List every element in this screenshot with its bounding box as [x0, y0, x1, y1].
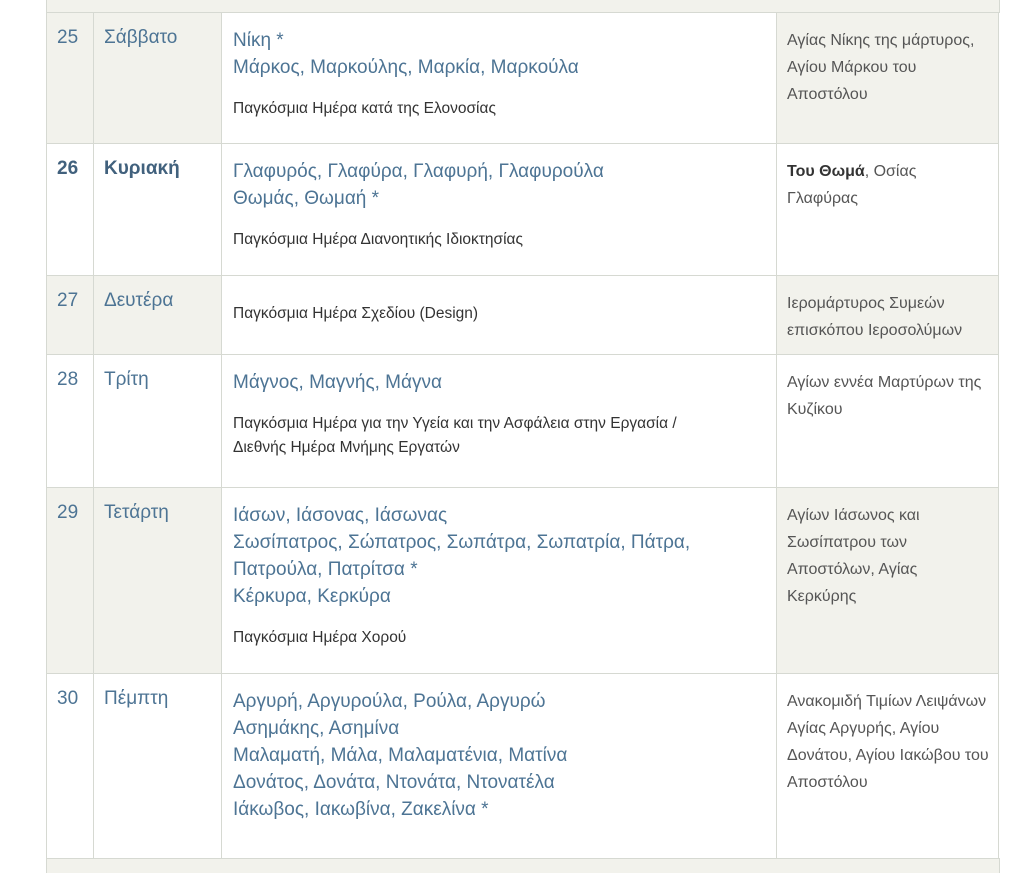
- world-day-observance: Παγκόσμια Ημέρα Διανοητικής Ιδιοκτησίας: [233, 231, 523, 248]
- namedays-table-body: [47, 13, 999, 862]
- saint-text: Ιερομάρτυρος Συμεών επισκόπου Ιεροσολύμων: [787, 295, 963, 339]
- day-number: 30: [57, 688, 79, 709]
- day-number: 25: [57, 27, 79, 48]
- weekday-cell: [94, 488, 222, 674]
- names-cell: [222, 355, 777, 488]
- feast-highlight: Του Θωμά: [787, 163, 865, 180]
- name-link[interactable]: Μάρκος, Μαρκούλης, Μαρκία, Μαρκούλα: [233, 57, 579, 78]
- name-link[interactable]: Μαλαματή, Μάλα, Μαλαματένια, Ματίνα: [233, 745, 568, 766]
- names-cell: [222, 276, 777, 355]
- next-row-edge: [46, 858, 1000, 873]
- day-number-cell: [47, 276, 94, 355]
- weekday-cell: [94, 144, 222, 276]
- world-day-observance: Παγκόσμια Ημέρα Σχεδίου (Design): [233, 305, 479, 322]
- saint-cell: [777, 276, 999, 355]
- day-number: 28: [57, 369, 79, 390]
- world-day-observance: Διεθνής Ημέρα Μνήμης Εργατών: [233, 439, 460, 456]
- names-content: [222, 144, 776, 264]
- names-cell: [222, 674, 777, 862]
- day-number-cell: [47, 144, 94, 276]
- day-number-cell: [47, 674, 94, 862]
- weekday-name: Δευτέρα: [104, 290, 174, 311]
- name-link[interactable]: Μάγνος, Μαγνής, Μάγνα: [233, 372, 442, 393]
- weekday-name: Σάββατο: [104, 27, 178, 48]
- day-number-cell: [47, 488, 94, 674]
- saint-commemoration: [777, 276, 998, 354]
- weekday-name: Τρίτη: [104, 369, 149, 390]
- weekday-name: Πέμπτη: [104, 688, 169, 709]
- name-link[interactable]: Ιάκωβος, Ιακωβίνα, Ζακελίνα *: [233, 799, 489, 820]
- saint-cell: [777, 13, 999, 144]
- names-content: [222, 276, 776, 338]
- saint-text: Ανακομιδή Τιμίων Λειψάνων Αγίας Αργυρής, Αγίου Δονάτου, Αγίου Ιακώβου του Αποστόλου: [787, 693, 989, 791]
- names-content: [222, 355, 776, 472]
- saint-text: Αγίων εννέα Μαρτύρων της Κυζίκου: [787, 374, 982, 418]
- saint-cell: [777, 355, 999, 488]
- day-number: 29: [57, 502, 79, 523]
- names-content: [222, 488, 776, 662]
- saint-text: Αγίων Ιάσωνος και Σωσίπατρου των Αποστόλων, Αγίας Κερκύρης: [787, 507, 920, 605]
- saint-commemoration: [777, 13, 998, 118]
- day-number-cell: [47, 355, 94, 488]
- saint-text: , Οσίας Γλαφύρας: [787, 163, 917, 207]
- name-link[interactable]: Γλαφυρός, Γλαφύρα, Γλαφυρή, Γλαφυρούλα: [233, 161, 604, 182]
- names-content: [222, 674, 776, 835]
- weekday-cell: [94, 13, 222, 144]
- table-row: [47, 355, 999, 488]
- saint-commemoration: [777, 144, 998, 222]
- name-link[interactable]: Σωσίπατρος, Σώπατρος, Σωπάτρα, Σωπατρία, Πάτρα,: [233, 532, 691, 553]
- table-row: [47, 276, 999, 355]
- weekday-cell: [94, 355, 222, 488]
- name-link[interactable]: Ασημάκης, Ασημίνα: [233, 718, 400, 739]
- names-cell: [222, 488, 777, 674]
- saint-commemoration: [777, 488, 998, 620]
- saint-commemoration: [777, 674, 998, 806]
- world-day-observance: Παγκόσμια Ημέρα για την Υγεία και την Ασφάλεια στην Εργασία /: [233, 415, 677, 432]
- names-cell: [222, 144, 777, 276]
- name-link[interactable]: Θωμάς, Θωμαή *: [233, 188, 380, 209]
- day-number: 26: [57, 158, 79, 179]
- day-number-cell: [47, 13, 94, 144]
- namedays-table: [46, 12, 999, 862]
- name-link[interactable]: Αργυρή, Αργυρούλα, Ρούλα, Αργυρώ: [233, 691, 546, 712]
- names-content: [222, 13, 776, 133]
- world-day-observance: Παγκόσμια Ημέρα κατά της Ελονοσίας: [233, 100, 496, 117]
- name-link[interactable]: Ιάσων, Ιάσονας, Ιάσωνας: [233, 505, 448, 526]
- world-day-observance: Παγκόσμια Ημέρα Χορού: [233, 629, 407, 646]
- weekday-cell: [94, 276, 222, 355]
- name-link[interactable]: Νίκη *: [233, 30, 284, 51]
- saint-cell: [777, 488, 999, 674]
- saint-cell: [777, 674, 999, 862]
- names-cell: [222, 13, 777, 144]
- saint-text: Αγίας Νίκης της μάρτυρος, Αγίου Μάρκου του Αποστόλου: [787, 32, 975, 103]
- day-number: 27: [57, 290, 79, 311]
- table-row: [47, 144, 999, 276]
- table-row: [47, 674, 999, 862]
- weekday-name: Κυριακή: [104, 158, 180, 179]
- name-link[interactable]: Πατρούλα, Πατρίτσα *: [233, 559, 418, 580]
- weekday-cell: [94, 674, 222, 862]
- table-row: [47, 13, 999, 144]
- saint-cell: [777, 144, 999, 276]
- name-link[interactable]: Δονάτος, Δονάτα, Ντονάτα, Ντονατέλα: [233, 772, 555, 793]
- saint-commemoration: [777, 355, 998, 433]
- name-link[interactable]: Κέρκυρα, Κερκύρα: [233, 586, 391, 607]
- weekday-name: Τετάρτη: [104, 502, 169, 523]
- table-row: [47, 488, 999, 674]
